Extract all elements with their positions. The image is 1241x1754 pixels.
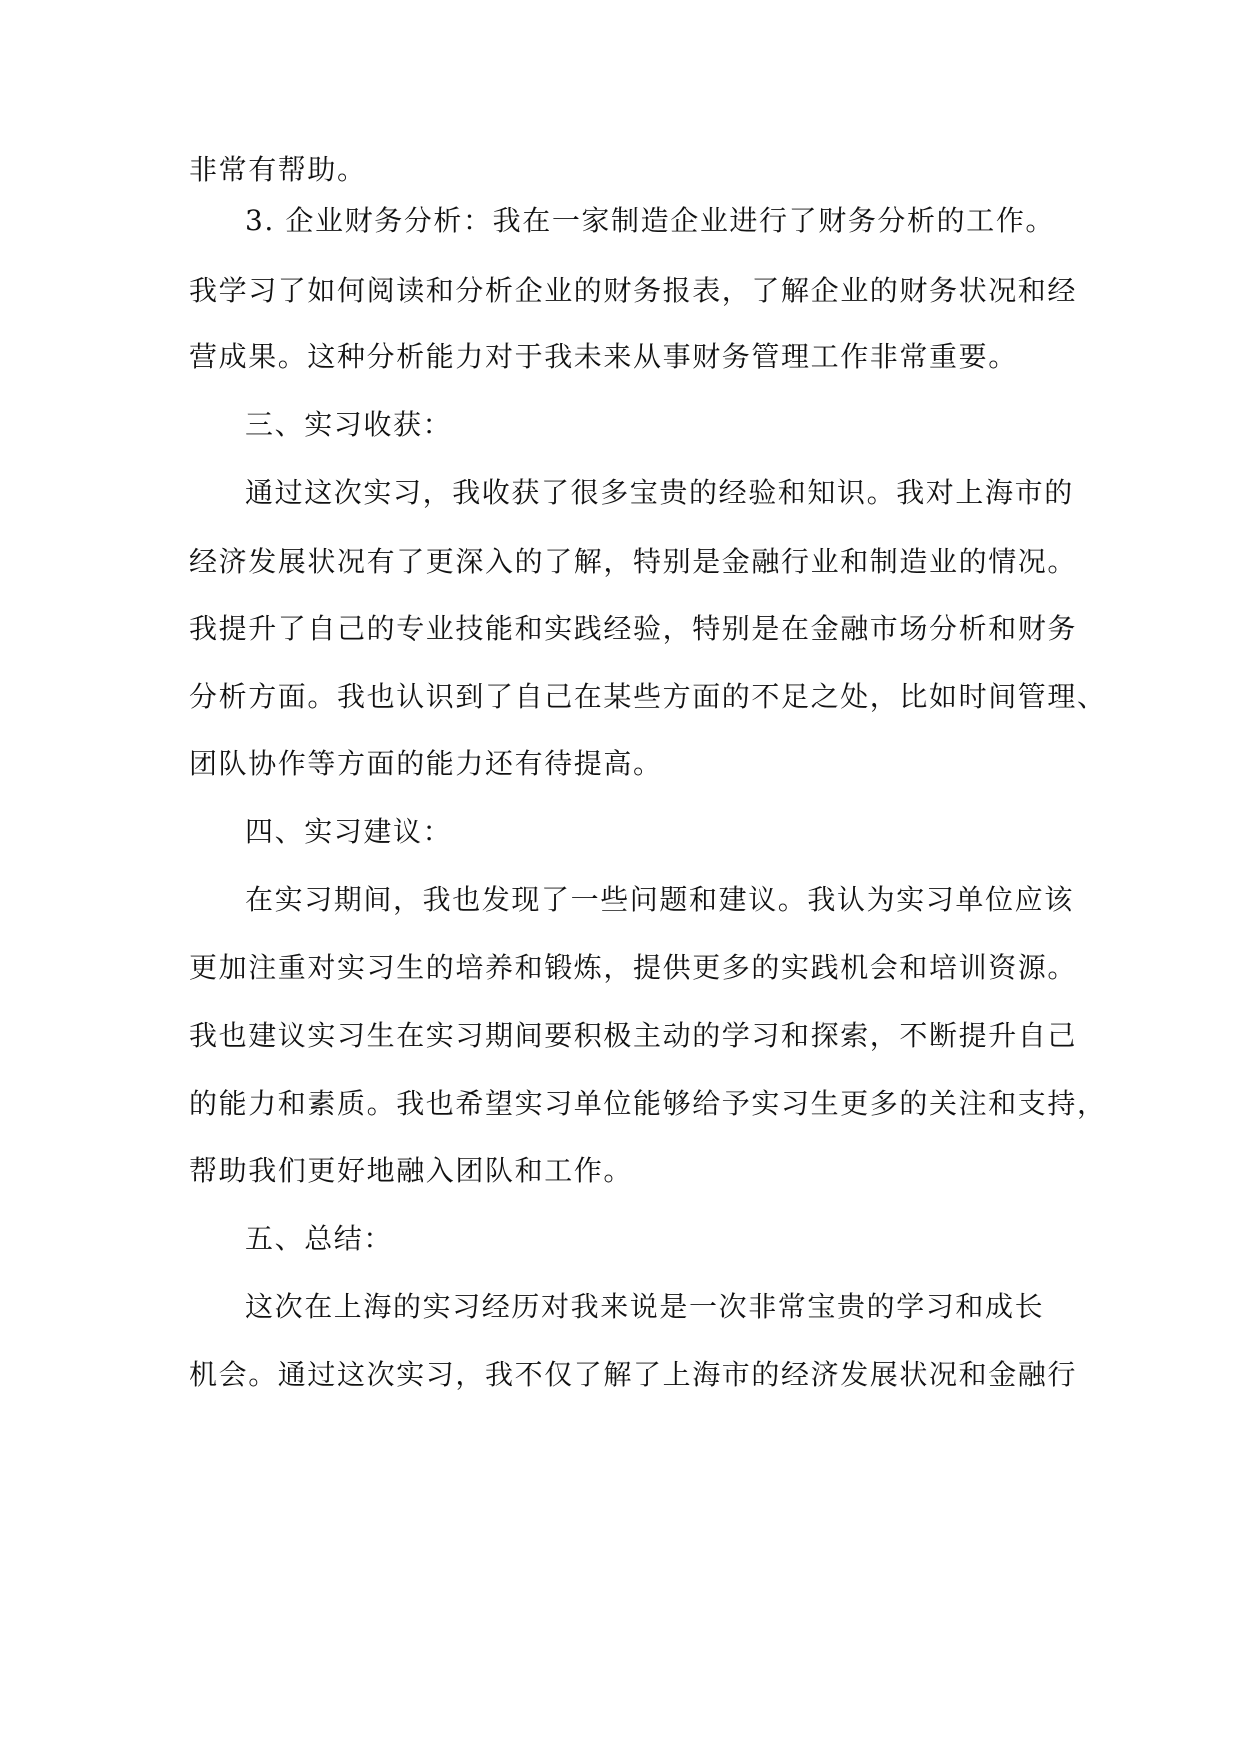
paragraph-line: 在实习期间，我也发现了一些问题和建议。我认为实习单位应该 bbox=[245, 883, 1074, 916]
paragraph-line: 我学习了如何阅读和分析企业的财务报表，了解企业的财务状况和经 bbox=[189, 274, 1078, 307]
paragraph-line: 非常有帮助。 bbox=[189, 153, 367, 186]
paragraph-line: 我也建议实习生在实习期间要积极主动的学习和探索，不断提升自己 bbox=[189, 1019, 1078, 1052]
paragraph-line: 我提升了自己的专业技能和实践经验，特别是在金融市场分析和财务 bbox=[189, 612, 1078, 645]
paragraph-line: 经济发展状况有了更深入的了解，特别是金融行业和制造业的情况。 bbox=[189, 545, 1078, 578]
paragraph-line: 分析方面。我也认识到了自己在某些方面的不足之处，比如时间管理、 bbox=[189, 680, 1107, 713]
section-heading: 三、实习收获： bbox=[245, 408, 453, 441]
paragraph-line: 帮助我们更好地融入团队和工作。 bbox=[189, 1154, 634, 1187]
paragraph-line: 机会。通过这次实习，我不仅了解了上海市的经济发展状况和金融行 bbox=[189, 1358, 1078, 1391]
list-item-heading: 3. 企业财务分析：我在一家制造企业进行了财务分析的工作。 bbox=[245, 204, 1056, 237]
paragraph-line: 这次在上海的实习经历对我来说是一次非常宝贵的学习和成长 bbox=[245, 1290, 1045, 1323]
paragraph-line: 更加注重对实习生的培养和锻炼，提供更多的实践机会和培训资源。 bbox=[189, 951, 1078, 984]
paragraph-line: 通过这次实习，我收获了很多宝贵的经验和知识。我对上海市的 bbox=[245, 476, 1074, 509]
section-heading: 五、总结： bbox=[245, 1222, 394, 1255]
paragraph-line: 的能力和素质。我也希望实习单位能够给予实习生更多的关注和支持， bbox=[189, 1087, 1107, 1120]
paragraph-line: 营成果。这种分析能力对于我未来从事财务管理工作非常重要。 bbox=[189, 340, 1018, 373]
section-heading: 四、实习建议： bbox=[245, 815, 453, 848]
paragraph-line: 团队协作等方面的能力还有待提高。 bbox=[189, 747, 663, 780]
